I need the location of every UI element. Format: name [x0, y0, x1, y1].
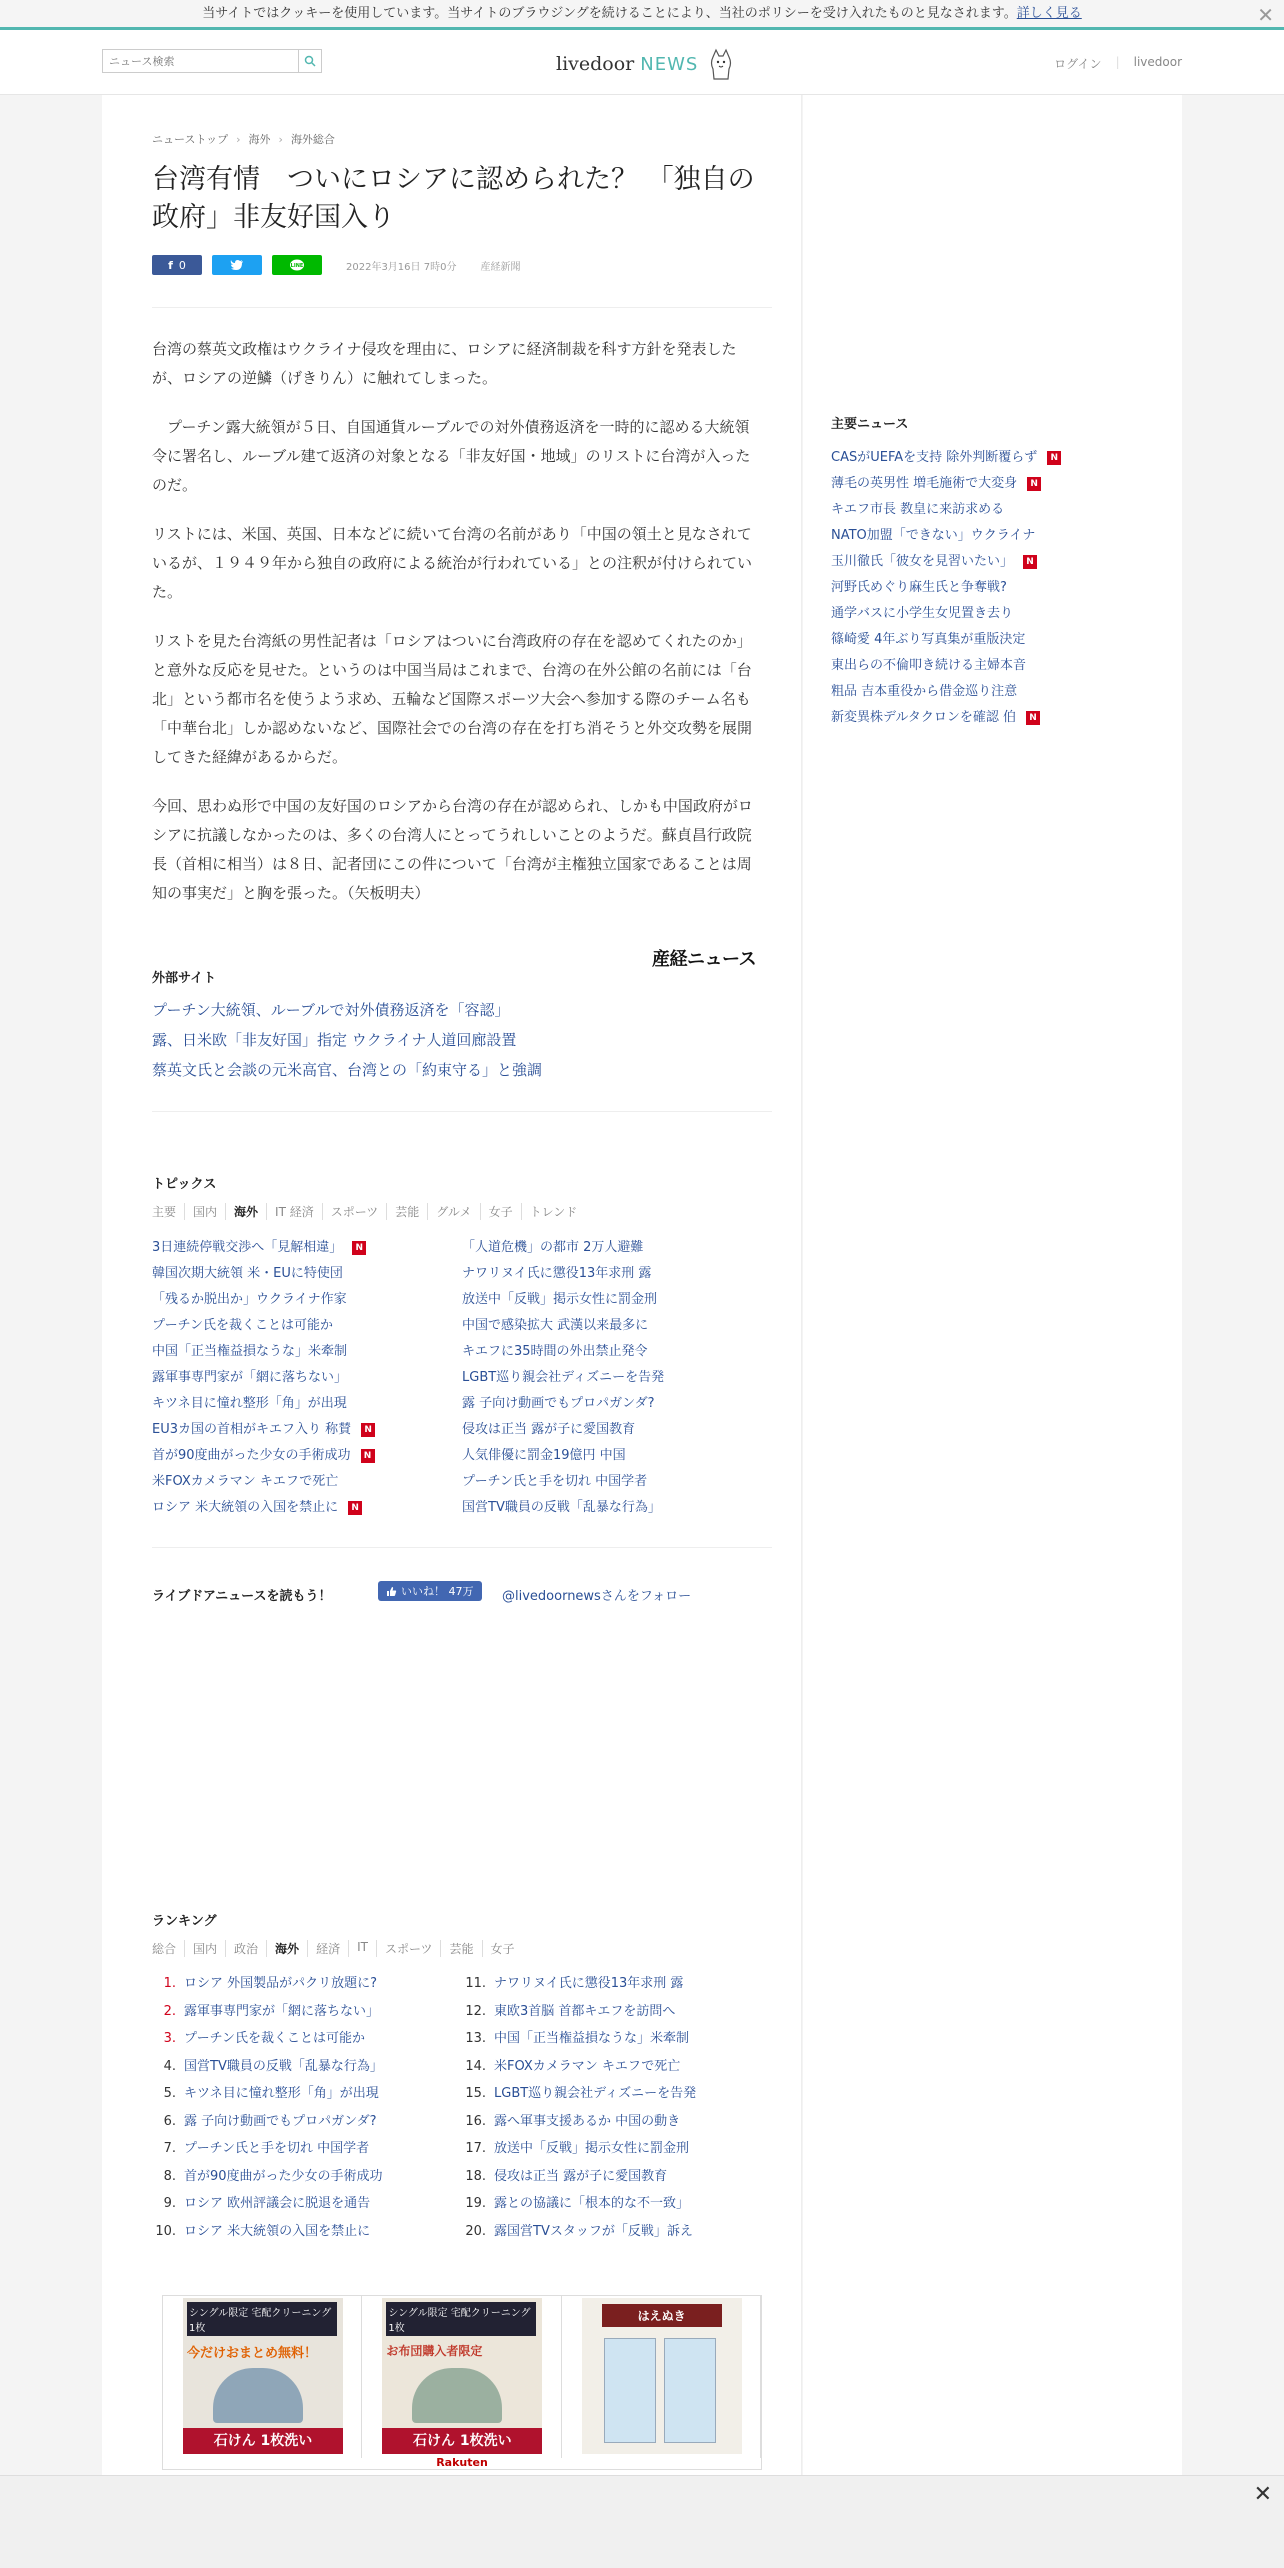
rank-number: 12.	[465, 2003, 486, 2019]
rank-number: 17.	[465, 2141, 486, 2156]
ad-headline: 今だけおまとめ無料！	[187, 2346, 318, 2361]
ranking-tab[interactable]: スポーツ	[377, 1940, 442, 1957]
logo-news-text: NEWS	[640, 53, 699, 75]
news-list-item[interactable]	[831, 653, 1061, 679]
facebook-count: 0	[178, 258, 186, 272]
ranking-row[interactable]	[152, 2108, 462, 2136]
ad-image	[382, 2298, 542, 2454]
facebook-icon: f	[168, 258, 173, 272]
news-list-item[interactable]	[462, 1443, 762, 1469]
cookie-banner	[0, 0, 1284, 30]
news-headline: 「残るか脱出か」ウクライナ作家	[152, 1292, 347, 1307]
external-sites-heading: 外部サイト	[152, 971, 217, 986]
twitter-icon	[230, 259, 244, 271]
news-list-item[interactable]	[152, 1287, 452, 1313]
news-headline: 粗品 吉本重役から借金巡り注意	[831, 684, 1018, 699]
rank-number: 19.	[465, 2196, 486, 2211]
breadcrumb-item[interactable]: ニューストップ	[152, 133, 229, 146]
main-column	[102, 95, 802, 2475]
external-link[interactable]: 露、日米欧「非友好国」指定 ウクライナ人道回廊設置	[152, 1031, 517, 1049]
rank-headline: プーチン氏を裁くことは可能か	[184, 2031, 365, 2046]
news-headline: キツネ目に憧れ整形「角」が出現	[152, 1396, 347, 1411]
sidebar	[803, 95, 1182, 2475]
article-paragraph: リストを見た台湾紙の男性記者は「ロシアはついに台湾政府の存在を認めてくれたのか」と意外な反応を見せた。というのは中国当局はこれまで、台湾の在外公館の名前には「台北」という都市名を使うよう求め、五輪など国際スポーツ大会へ参加する際のチーム名も「中華台北」しか認めないなど、国際社会での台湾の存在を打ち消そうと外交攻勢を展開してきた経緯があるからだ。	[152, 632, 753, 766]
new-badge-icon: N	[361, 1423, 375, 1437]
rank-headline: 露 子向け動画でもプロパガンダ?	[184, 2113, 377, 2129]
ranking-tab[interactable]: IT	[349, 1940, 377, 1957]
rank-headline: LGBT巡り親会社ディズニーを告発	[494, 2086, 697, 2101]
news-list-item[interactable]	[831, 549, 1061, 575]
rank-number: 9.	[163, 2196, 176, 2211]
ranking-row[interactable]	[152, 1998, 462, 2026]
topics-list-left	[152, 1235, 452, 1521]
news-headline: 露 子向け動画でもプロパガンダ?	[462, 1396, 655, 1411]
ranking-row[interactable]	[152, 2080, 462, 2108]
news-list-item[interactable]	[831, 445, 1061, 471]
topics-heading: トピックス	[152, 1177, 217, 1192]
new-badge-icon: N	[1026, 711, 1040, 725]
news-list-item[interactable]	[831, 679, 1061, 705]
news-list-item[interactable]	[152, 1417, 452, 1443]
ranking-tab[interactable]: 総合	[152, 1940, 185, 1957]
news-list-item[interactable]	[831, 471, 1061, 497]
article-paragraph: 今回、思わぬ形で中国の友好国のロシアから台湾の存在が認められ、しかも中国政府がロシアに抗議しなかったのは、多くの台湾人にとってうれしいことのようだ。蘇貞昌行政院長（首相に相当）は８日、記者団にこの件について「台湾が主権独立国家であることは周知の事実だ」と胸を張った。（矢板明夫）	[152, 797, 753, 902]
news-list-item[interactable]	[462, 1287, 762, 1313]
tab-overseas[interactable]: 海外	[226, 1203, 267, 1220]
rank-number: 16.	[465, 2113, 486, 2129]
topics-list-right	[462, 1235, 762, 1521]
news-list-item[interactable]	[152, 1443, 452, 1469]
news-headline: 東出らの不倫叩き続ける主婦本音	[831, 658, 1027, 673]
facebook-share-button[interactable]	[152, 255, 202, 275]
main-news-list	[831, 445, 1061, 731]
news-headline: 新変異株デルタクロンを確認 伯	[831, 710, 1016, 725]
news-list-item[interactable]	[462, 1391, 762, 1417]
search-form	[102, 49, 322, 73]
new-badge-icon: N	[361, 1449, 375, 1463]
close-icon[interactable]: ✕	[1257, 3, 1274, 27]
ranking-row[interactable]	[462, 2025, 772, 2053]
rank-headline: ロシア 米大統領の入国を禁止に	[184, 2223, 371, 2239]
rank-number: 20.	[465, 2223, 486, 2239]
article-paragraph: 台湾の蔡英文政権はウクライナ侵攻を理由に、ロシアに経済制裁を科す方針を発表したが、ロシアの逆鱗（げきりん）に触れてしまった。	[152, 340, 737, 387]
news-headline: 薄毛の英男性 増毛施術で大変身	[831, 476, 1018, 491]
ad-person-image	[412, 2368, 502, 2423]
ranking-list-left	[152, 1970, 462, 2245]
rank-headline: 中国「正当権益損なうな」米牽制	[494, 2031, 690, 2046]
ad-image	[183, 2298, 343, 2454]
ad-caption: はえぬき	[602, 2304, 722, 2327]
tab-domestic[interactable]: 国内	[185, 1203, 226, 1220]
new-badge-icon: N	[1027, 477, 1041, 491]
twitter-share-button[interactable]	[212, 255, 262, 275]
like-label: いいね！ 47万	[401, 1585, 474, 1598]
ad-image	[582, 2298, 742, 2454]
rank-headline: 放送中「反戦」掲示女性に罰金刑	[494, 2141, 690, 2156]
news-headline: 韓国次期大統領 米・EUに特使団	[152, 1266, 343, 1281]
ranking-row[interactable]	[462, 1970, 772, 1998]
ranking-row[interactable]	[152, 2163, 462, 2191]
mascot-icon	[708, 47, 734, 81]
ad-headline: お布団購入者限定	[386, 2344, 483, 2358]
chevron-right-icon: ›	[236, 132, 241, 146]
ad-item[interactable]	[163, 2296, 362, 2458]
ranking-row[interactable]	[462, 2163, 772, 2191]
ranking-tab[interactable]: 経済	[308, 1940, 349, 1957]
divider	[152, 1111, 772, 1112]
ranking-tab-active[interactable]: 海外	[267, 1940, 308, 1957]
rank-headline: 露へ軍事支援あるか 中国の動き	[494, 2113, 681, 2129]
rank-number: 4.	[163, 2058, 176, 2074]
news-list-item[interactable]	[462, 1365, 762, 1391]
article-source[interactable]: 産経新聞	[480, 261, 521, 273]
news-list-item[interactable]	[152, 1469, 452, 1495]
search-input[interactable]	[102, 49, 298, 73]
news-headline: キエフに35時間の外出禁止発令	[462, 1344, 648, 1359]
ranking-list-right	[462, 1970, 772, 2245]
rank-number: 3.	[163, 2031, 176, 2046]
rank-number: 15.	[465, 2086, 486, 2101]
rank-headline: ナワリヌイ氏に懲役13年求刑 露	[494, 1976, 684, 1991]
external-link[interactable]: 蔡英文氏と会談の元米高官、台湾との「約束守る」と強調	[152, 1061, 543, 1079]
search-button[interactable]	[298, 49, 322, 73]
chevron-right-icon: ›	[278, 132, 283, 146]
news-list-item[interactable]	[831, 523, 1061, 549]
news-headline: 河野氏めぐり麻生氏と争奪戦?	[831, 580, 1007, 595]
news-list-item[interactable]	[462, 1339, 762, 1365]
follow-heading: ライブドアニュースを読もう！	[152, 1589, 332, 1604]
tab-trend[interactable]: トレンド	[529, 1205, 578, 1219]
rank-headline: 露との協議に「根本的な不一致」	[494, 2196, 690, 2211]
ranking-row[interactable]	[152, 1970, 462, 1998]
news-headline: 篠崎愛 4年ぶり写真集が重版決定	[831, 632, 1026, 647]
news-list-item[interactable]	[152, 1365, 452, 1391]
news-headline: CASがUEFAを支持 除外判断覆らず	[831, 450, 1038, 465]
ad-footer-text: 石けん 1枚洗い	[382, 2428, 542, 2454]
news-headline: ナワリヌイ氏に懲役13年求刑 露	[462, 1266, 652, 1281]
news-list-item[interactable]	[462, 1469, 762, 1495]
ranking-tabs	[152, 1940, 523, 1957]
rank-number: 14.	[465, 2058, 486, 2074]
rank-number: 10.	[155, 2223, 176, 2239]
divider	[152, 307, 772, 308]
external-links	[152, 995, 542, 1085]
rank-number: 5.	[163, 2086, 176, 2101]
ranking-row[interactable]	[462, 2135, 772, 2163]
rakuten-logo: Rakuten	[436, 2456, 488, 2469]
news-headline: LGBT巡り親会社ディズニーを告発	[462, 1370, 665, 1385]
sankei-news-logo[interactable]	[652, 945, 756, 971]
rank-number: 8.	[163, 2168, 176, 2184]
share-row	[152, 255, 520, 275]
tab-major[interactable]: 主要	[152, 1203, 185, 1220]
rank-number: 18.	[465, 2168, 486, 2184]
rank-headline: 国営TV職員の反戦「乱暴な行為」	[184, 2058, 383, 2074]
ranking-row[interactable]	[462, 2218, 772, 2246]
ranking-row[interactable]	[152, 2025, 462, 2053]
news-headline: キエフ市長 教皇に来訪求める	[831, 502, 1005, 517]
breadcrumb-item[interactable]: 海外総合	[290, 133, 335, 146]
ranking-row[interactable]	[462, 2190, 772, 2218]
news-list-item[interactable]	[152, 1313, 452, 1339]
header-links	[1054, 55, 1182, 72]
article-paragraph: リストには、米国、英国、日本などに続いて台湾の名前があり「中国の領土と見なされているが、１９４９年から独自の政府による統治が行われている」との注釈が付けられていた。	[152, 525, 753, 601]
topics-tabs	[152, 1203, 585, 1220]
news-list-item[interactable]	[831, 601, 1061, 627]
article-paragraph: プーチン露大統領が５日、自国通貨ルーブルでの対外債務返済を一時的に認める大統領令に署名し、ルーブル建て返済の対象となる「非友好国・地域」のリストに台湾が入ったのだ。	[152, 418, 751, 494]
ranking-tab[interactable]: 国内	[185, 1940, 226, 1957]
news-list-item[interactable]	[831, 575, 1061, 601]
ranking-heading: ランキング	[152, 1914, 217, 1929]
rank-headline: プーチン氏と手を切れ 中国学者	[184, 2141, 370, 2156]
news-list-item[interactable]	[462, 1235, 762, 1261]
thumbs-up-icon	[386, 1586, 397, 1597]
ranking-row[interactable]	[462, 1998, 772, 2026]
news-headline: プーチン氏と手を切れ 中国学者	[462, 1474, 648, 1489]
news-headline: 通学バスに小学生女児置き去り	[831, 606, 1014, 621]
cookie-message: 当サイトではクッキーを使用しています。当サイトのブラウジングを続けることにより、当社のポリシーを受け入れたものと見なされます。	[202, 6, 1017, 21]
twitter-follow-link[interactable]: @livedoornewsさんをフォロー	[502, 1589, 692, 1604]
rank-headline: 東欧3首脳 首都キエフを訪問へ	[494, 2003, 676, 2019]
rank-headline: 米FOXカメラマン キエフで死亡	[494, 2058, 681, 2074]
news-headline: プーチン氏を裁くことは可能か	[152, 1318, 333, 1333]
rank-headline: ロシア 外国製品がパクリ放題に?	[184, 1976, 378, 1991]
ranking-row[interactable]	[152, 2190, 462, 2218]
news-headline: 国営TV職員の反戦「乱暴な行為」	[462, 1500, 661, 1515]
news-list-item[interactable]	[152, 1261, 452, 1287]
news-headline: 侵攻は正当 露が子に愛国教育	[462, 1422, 636, 1437]
rank-number: 6.	[163, 2113, 176, 2129]
ad-footer-text: 石けん 1枚洗い	[183, 2428, 343, 2454]
close-icon[interactable]: ✕	[1253, 2482, 1272, 2507]
ranking-tab[interactable]: 女子	[490, 1942, 515, 1956]
tab-women[interactable]: 女子	[481, 1203, 522, 1220]
livedoor-link[interactable]: livedoor	[1133, 55, 1182, 69]
ranking-tab[interactable]: 芸能	[441, 1940, 482, 1957]
site-logo[interactable]	[556, 47, 734, 81]
ranking-row[interactable]	[462, 2053, 772, 2081]
line-icon	[289, 259, 305, 272]
news-headline: 放送中「反戦」掲示女性に罰金刑	[462, 1292, 658, 1307]
rank-number: 2.	[163, 2003, 176, 2019]
news-headline: 露軍事専門家が「網に落ちない」	[152, 1370, 348, 1385]
news-headline: 人気俳優に罰金19億円 中国	[462, 1448, 626, 1463]
line-share-button[interactable]	[272, 255, 322, 275]
login-link[interactable]: ログイン	[1054, 57, 1102, 71]
tab-entertainment[interactable]: 芸能	[387, 1203, 428, 1220]
news-list-item[interactable]	[462, 1495, 762, 1521]
publish-date: 2022年3月16日 7時0分	[346, 261, 457, 273]
rank-headline: ロシア 欧州評議会に脱退を通告	[184, 2196, 371, 2211]
article-body	[152, 335, 762, 928]
rice-bag-image	[664, 2338, 716, 2443]
tab-gourmet[interactable]: グルメ	[428, 1203, 480, 1220]
main-news-heading: 主要ニュース	[831, 417, 909, 432]
cookie-details-link[interactable]: 詳しく見る	[1016, 6, 1082, 21]
sankei-logo-text: 産経ニュース	[652, 949, 757, 970]
rank-number: 13.	[465, 2031, 486, 2046]
ad-person-image	[213, 2368, 303, 2423]
new-badge-icon: N	[1047, 451, 1061, 465]
news-headline: 米FOXカメラマン キエフで死亡	[152, 1474, 339, 1489]
new-badge-icon: N	[352, 1241, 366, 1255]
news-list-item[interactable]	[462, 1313, 762, 1339]
news-list-item[interactable]	[462, 1417, 762, 1443]
ranking-row[interactable]	[462, 2108, 772, 2136]
news-list-item[interactable]	[152, 1495, 452, 1521]
ranking-tab[interactable]: 政治	[226, 1940, 267, 1957]
news-headline: 中国「正当権益損なうな」米牽制	[152, 1344, 348, 1359]
rank-number: 11.	[465, 1976, 486, 1991]
news-list-item[interactable]	[831, 627, 1061, 653]
divider	[152, 1547, 772, 1548]
rank-number: 1.	[163, 1976, 176, 1991]
news-headline: 3日連続停戦交渉へ「見解相違」	[152, 1240, 343, 1255]
rank-headline: 露国営TVスタッフが「反戦」訴え	[494, 2223, 693, 2239]
rank-headline: 首が90度曲がった少女の手術成功	[184, 2168, 383, 2184]
header-separator: |	[1115, 55, 1120, 69]
rice-bag-image	[604, 2338, 656, 2443]
news-headline: EU3カ国の首相がキエフ入り 称賛	[152, 1422, 352, 1437]
news-list-item[interactable]	[462, 1261, 762, 1287]
ranking-row[interactable]	[152, 2135, 462, 2163]
news-headline: 首が90度曲がった少女の手術成功	[152, 1448, 351, 1463]
svg-text:LINE: LINE	[290, 262, 304, 269]
ad-item[interactable]	[562, 2296, 761, 2458]
breadcrumb-item[interactable]: 海外	[248, 133, 271, 146]
news-list-item[interactable]	[152, 1339, 452, 1365]
ranking-row[interactable]	[152, 2218, 462, 2246]
search-icon	[304, 55, 316, 67]
rank-number: 7.	[163, 2141, 176, 2156]
breadcrumb	[152, 131, 335, 147]
tab-sports[interactable]: スポーツ	[323, 1203, 388, 1220]
news-list-item[interactable]	[831, 705, 1061, 731]
bottom-ad-bar	[0, 2475, 1284, 2568]
external-link[interactable]: プーチン大統領、ルーブルで対外債務返済を「容認」	[152, 1001, 510, 1019]
news-headline: 「人道危機」の都市 2万人避難	[462, 1240, 644, 1255]
ad-caption: シングル限定 宅配クリーニング 1枚	[187, 2302, 337, 2336]
ad-banner[interactable]	[162, 2295, 762, 2470]
site-header	[0, 33, 1284, 95]
tab-it-economy[interactable]: IT 経済	[267, 1203, 323, 1220]
rank-headline: キツネ目に憧れ整形「角」が出現	[184, 2086, 379, 2101]
news-headline: ロシア 米大統領の入国を禁止に	[152, 1500, 339, 1515]
rank-headline: 侵攻は正当 露が子に愛国教育	[494, 2168, 668, 2184]
new-badge-icon: N	[348, 1501, 362, 1515]
ranking-row[interactable]	[462, 2080, 772, 2108]
news-headline: 中国で感染拡大 武漢以来最多に	[462, 1318, 649, 1333]
ranking-row[interactable]	[152, 2053, 462, 2081]
news-list-item[interactable]	[152, 1235, 452, 1261]
new-badge-icon: N	[1023, 555, 1037, 569]
news-headline: NATO加盟「できない」ウクライナ	[831, 528, 1036, 543]
logo-livedoor-text: livedoor	[556, 53, 635, 75]
news-list-item[interactable]	[831, 497, 1061, 523]
news-headline: 玉川徹氏「彼女を見習いたい」	[831, 554, 1014, 569]
ad-caption: シングル限定 宅配クリーニング 1枚	[386, 2302, 536, 2336]
facebook-like-button[interactable]	[378, 1581, 482, 1601]
article-title: 台湾有情 ついにロシアに認められた？ 「独自の政府」非友好国入り	[152, 164, 755, 233]
ad-item[interactable]	[362, 2296, 561, 2458]
rank-headline: 露軍事専門家が「網に落ちない」	[184, 2003, 380, 2019]
news-list-item[interactable]	[152, 1391, 452, 1417]
